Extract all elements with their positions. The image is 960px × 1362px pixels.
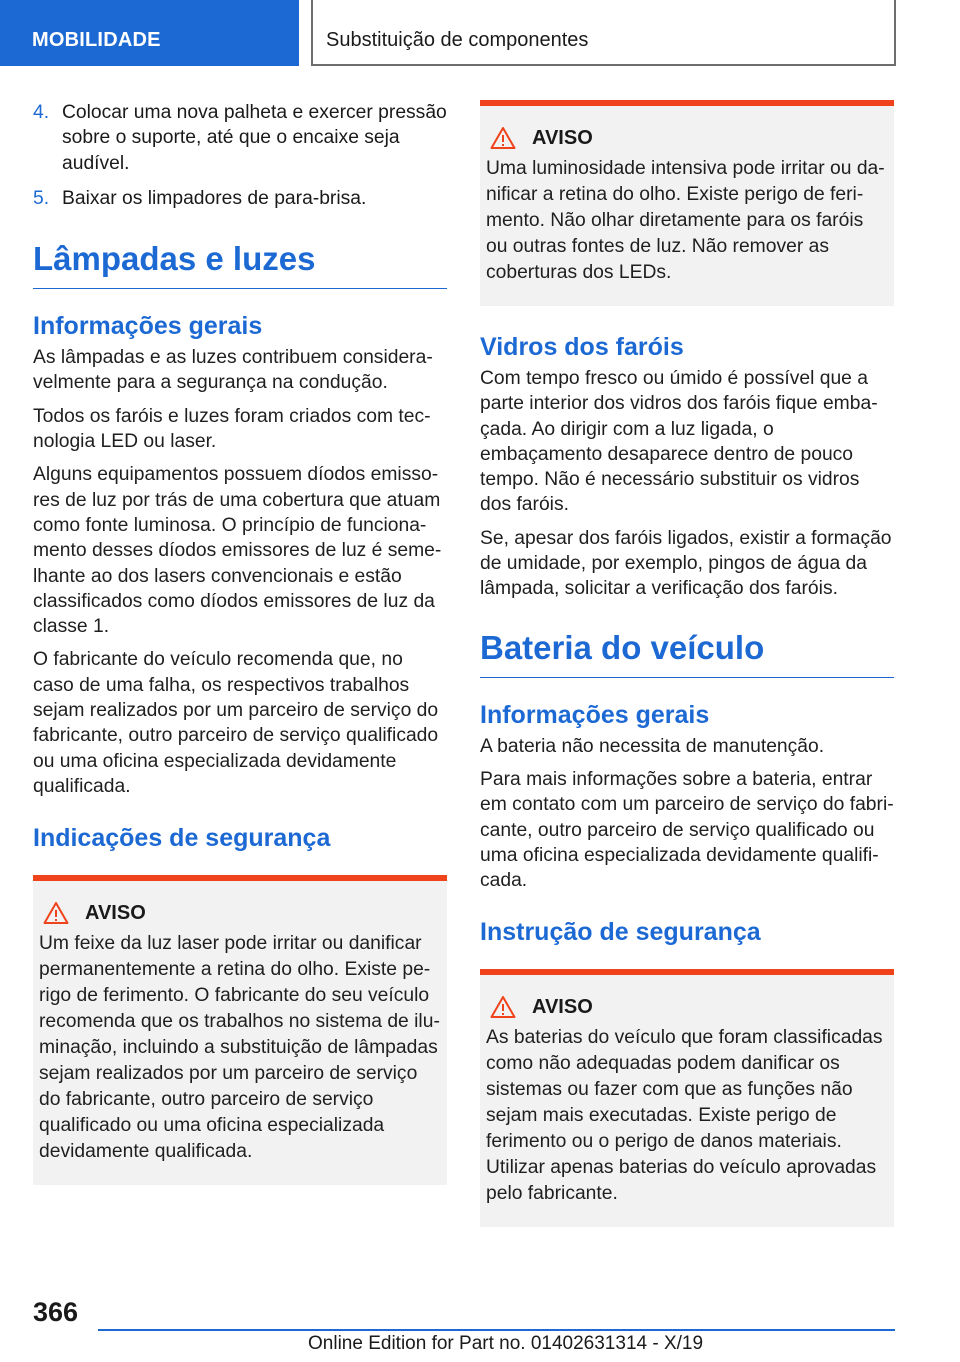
step-number: 5. (33, 187, 50, 209)
paragraph: Se, apesar dos faróis ligados, existir a formação de umidade, por exemplo, pingos de água da lâmpada, solicitar a verificação dos faróis. (480, 527, 892, 600)
step-text: Baixar os limpadores de para-brisa. (62, 187, 367, 209)
paragraph: Todos os faróis e luzes foram criados com tecnologia LED ou laser. (33, 405, 431, 453)
footer-divider (98, 1329, 895, 1331)
list-item (33, 100, 447, 176)
heading-safety: Indicações de segurança (33, 824, 331, 853)
warning-text: Um feixe da luz laser pode irritar ou danificar permanentemente a retina do olho. Existe perigo de ferimento. O fabricante do seu veículo recomenda que os trabalhos no sistema de iluminação, incluindo a substituição de lâmpadas sejam realizados por um parceiro de serviço do fabricante, outro parceiro de serviço qualificado ou uma oficina especializada devidamente qualificada. (39, 933, 440, 1163)
heading-lamps: Lâmpadas e luzes (33, 221, 447, 289)
warning-triangle-icon (43, 901, 69, 925)
paragraph: A bateria não necessita de manutenção. (480, 735, 825, 757)
warning-title: AVISO (532, 995, 593, 1018)
warning-header (486, 126, 888, 150)
warning-title: AVISO (532, 126, 593, 149)
footer-edition: Online Edition for Part no. 01402631314 - X/19 (308, 1333, 704, 1354)
warning-box (480, 100, 894, 306)
list-item (33, 186, 447, 211)
heading-battery: Bateria do veículo (480, 610, 894, 678)
step-list (33, 100, 447, 211)
paragraph: Com tempo fresco ou úmido é possível que a parte interior dos vidros dos faróis fique embaçada. Ao dirigir com a luz ligada, o embaçamento desaparece dentro de pouco tempo. Não é necessário substituir os vidros dos faróis. (480, 368, 878, 516)
page-number: 366 (33, 1297, 79, 1327)
left-column (33, 100, 447, 1195)
chapter-box (311, 0, 896, 66)
chapter-title: Substituição de componentes (326, 29, 589, 51)
warning-text: Uma luminosidade intensiva pode irritar ou danificar a retina do olho. Existe perigo de ferimento. Não olhar diretamente para os faróis ou outras fontes de luz. Não remover as coberturas dos LEDs. (486, 158, 885, 283)
section-tab (0, 0, 299, 66)
section-title: MOBILIDADE (32, 29, 161, 51)
step-text: Colocar uma nova palheta e exercer pressão sobre o suporte, até que o encaixe seja audível. (62, 102, 447, 174)
warning-header (39, 901, 441, 925)
heading-battery-info: Informações gerais (480, 700, 710, 729)
warning-box (33, 875, 447, 1185)
step-number: 4. (33, 102, 50, 123)
warning-triangle-icon (490, 126, 516, 150)
warning-header (486, 995, 888, 1019)
paragraph: Para mais informações sobre a bateria, entrar em contato com um parceiro de serviço do fabricante, outro parceiro de serviço qualificado ou uma oficina especializada devidamente qualificada. (480, 768, 894, 892)
paragraph: As lâmpadas e as luzes contribuem consideravelmente para a segurança na condução. (33, 347, 433, 394)
heading-headlight-glass: Vidros dos faróis (480, 333, 684, 361)
warning-triangle-icon (490, 995, 516, 1019)
warning-title: AVISO (85, 901, 146, 924)
warning-box (480, 969, 894, 1227)
heading-general-info: Informações gerais (33, 312, 263, 341)
right-column (480, 100, 894, 1237)
paragraph: O fabricante do veículo recomenda que, no caso de uma falha, os respectivos trabalhos sejam realizados por um parceiro de serviço do fabricante, outro parceiro de serviço qualificado ou uma oficina especializada devidamente qualificada. (33, 649, 439, 797)
page-header (0, 0, 960, 66)
heading-battery-safety: Instrução de segurança (480, 918, 761, 947)
warning-text: As baterias do veículo que foram classificadas como não adequadas podem danificar os sistemas ou fazer com que as funções não sejam mais executadas. Existe perigo de ferimento ou o perigo de danos materiais. Utilizar apenas baterias do veículo aprovadas pelo fabricante. (486, 1027, 883, 1205)
paragraph: Alguns equipamentos possuem díodos emissores de luz por trás de uma cobertura que atuam como fonte luminosa. O princípio de funcionamento desses díodos emissores de luz é semelhante ao dos lasers convencionais e estão classificados como díodos emissores de luz da classe 1. (33, 464, 442, 638)
